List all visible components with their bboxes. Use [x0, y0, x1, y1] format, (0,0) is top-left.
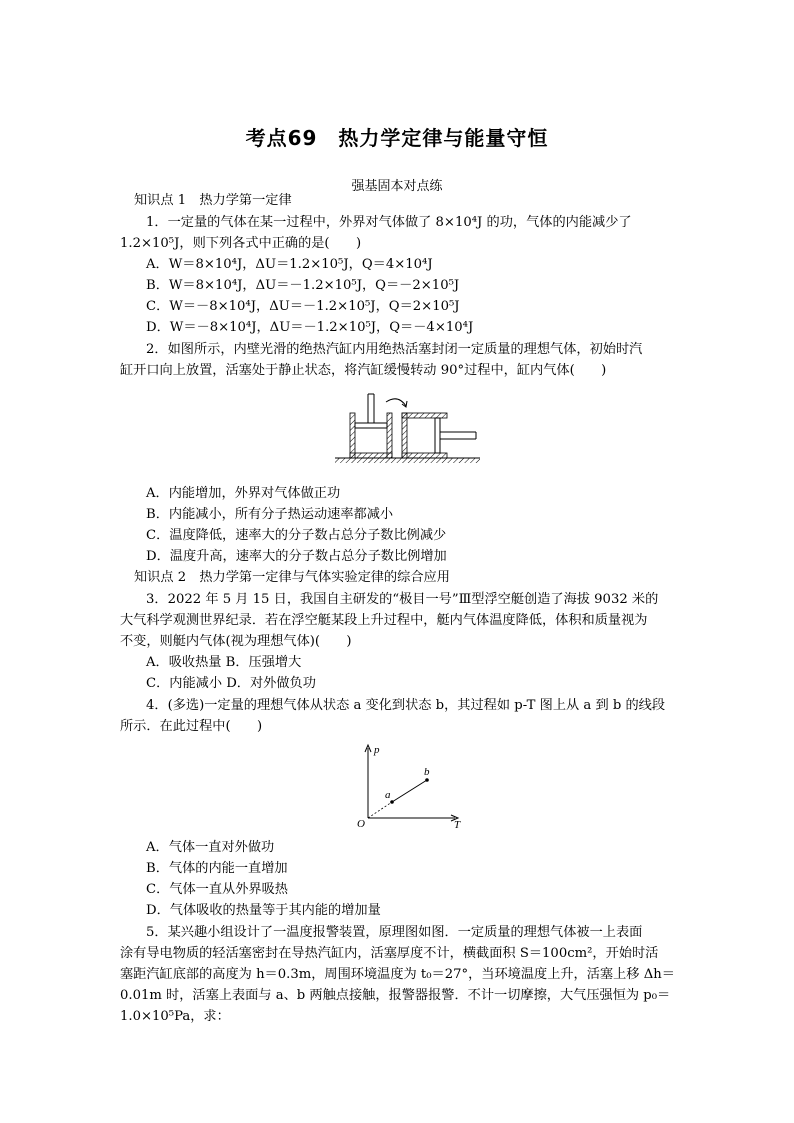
q2-stem-line1: 2．如图所示，内壁光滑的绝热汽缸内用绝热活塞封闭一定质量的理想气体，初始时汽 — [146, 342, 643, 357]
q2-option-a: A．内能增加，外界对气体做正功 — [146, 486, 341, 501]
q2-option-c: C．温度降低，速率大的分子数占总分子数比例减少 — [146, 528, 447, 543]
q1-option-b: B．W＝8×10⁴J，ΔU＝－1.2×10⁵J，Q＝－2×10⁵J — [146, 278, 460, 293]
q2-option-b: B．内能减小，所有分子热运动速率都减小 — [146, 507, 394, 522]
page-title: 考点69 热力学定律与能量守恒 — [245, 126, 549, 150]
q4-option-c: C．气体一直从外界吸热 — [146, 882, 288, 897]
q4-stem-line1: 4．(多选)一定量的理想气体从状态 a 变化到状态 b，其过程如 p-T 图上从 a 到 b 的线段 — [146, 698, 666, 713]
q1-option-d: D．W＝－8×10⁴J，ΔU＝－1.2×10⁵J，Q＝－4×10⁴J — [146, 320, 474, 335]
q4-option-d: D．气体吸收的热量等于其内能的增加量 — [146, 903, 381, 918]
axis-label-t: T — [454, 819, 461, 830]
axis-label-p: p — [374, 744, 380, 756]
segment-ab — [392, 780, 427, 802]
point-a-label: a — [385, 789, 391, 801]
q1-option-a: A．W＝8×10⁴J，ΔU＝1.2×10⁵J，Q＝4×10⁴J — [146, 257, 433, 272]
knowledge-point-2: 知识点 2 热力学第一定律与气体实验定律的综合应用 — [134, 570, 450, 585]
q5-stem-line4: 0.01m 时，活塞上表面与 a、b 两触点接触，报警器报警．不计一切摩擦，大气压强恒为 p₀＝ — [120, 988, 671, 1003]
q4-stem-line2: 所示．在此过程中( ) — [120, 719, 263, 734]
point-a-dot — [390, 800, 394, 804]
q2-option-d: D．温度升高，速率大的分子数占总分子数比例增加 — [146, 549, 447, 564]
q4-option-a: A．气体一直对外做功 — [146, 840, 275, 855]
q2-cylinder-figure — [330, 388, 480, 470]
q5-stem-line2: 涂有导电物质的轻活塞密封在导热汽缸内，活塞厚度不计，横截面积 S＝100cm²，开始时活 — [120, 946, 659, 961]
q3-stem-line2: 大气科学观测世界纪录．若在浮空艇某段上升过程中，艇内气体温度降低，体积和质量视为 — [120, 613, 648, 628]
q1-stem-line2: 1.2×10⁵J，则下列各式中正确的是( ) — [120, 236, 362, 251]
point-b-label: b — [424, 766, 430, 778]
origin-label: O — [357, 818, 365, 830]
section-subtitle: 强基固本对点练 — [351, 179, 443, 194]
q3-options-ab: A．吸收热量 B．压强增大 — [146, 655, 302, 670]
q1-option-c: C．W＝－8×10⁴J，ΔU＝－1.2×10⁵J，Q＝2×10⁵J — [146, 299, 460, 314]
q5-stem-line5: 1.0×10⁵Pa，求： — [120, 1009, 230, 1024]
q5-stem-line3: 塞距汽缸底部的高度为 h＝0.3m，周围环境温度为 t₀＝27°，当环境温度上升，活塞上移 Δh＝ — [120, 967, 675, 982]
q3-stem-line3: 不变，则艇内气体(视为理想气体)( ) — [120, 634, 352, 649]
q4-option-b: B．气体的内能一直增加 — [146, 861, 288, 876]
q3-options-cd: C．内能减小 D．对外做负功 — [146, 676, 316, 691]
point-b-dot — [425, 778, 429, 782]
q2-stem-line2: 缸开口向上放置，活塞处于静止状态，将汽缸缓慢转动 90°过程中，缸内气体( ) — [120, 363, 607, 378]
q5-stem-line1: 5．某兴趣小组设计了一温度报警装置，原理图如图．一定质量的理想气体被一上表面 — [146, 925, 643, 940]
q4-pt-graph — [350, 740, 470, 830]
q3-stem-line1: 3．2022 年 5 月 15 日，我国自主研发的“极目一号”Ⅲ型浮空艇创造了海拔 9032 米的 — [146, 592, 659, 607]
q1-stem-line1: 1．一定量的气体在某一过程中，外界对气体做了 8×10⁴J 的功，气体的内能减少了 — [146, 215, 632, 230]
knowledge-point-1: 知识点 1 热力学第一定律 — [134, 193, 292, 208]
